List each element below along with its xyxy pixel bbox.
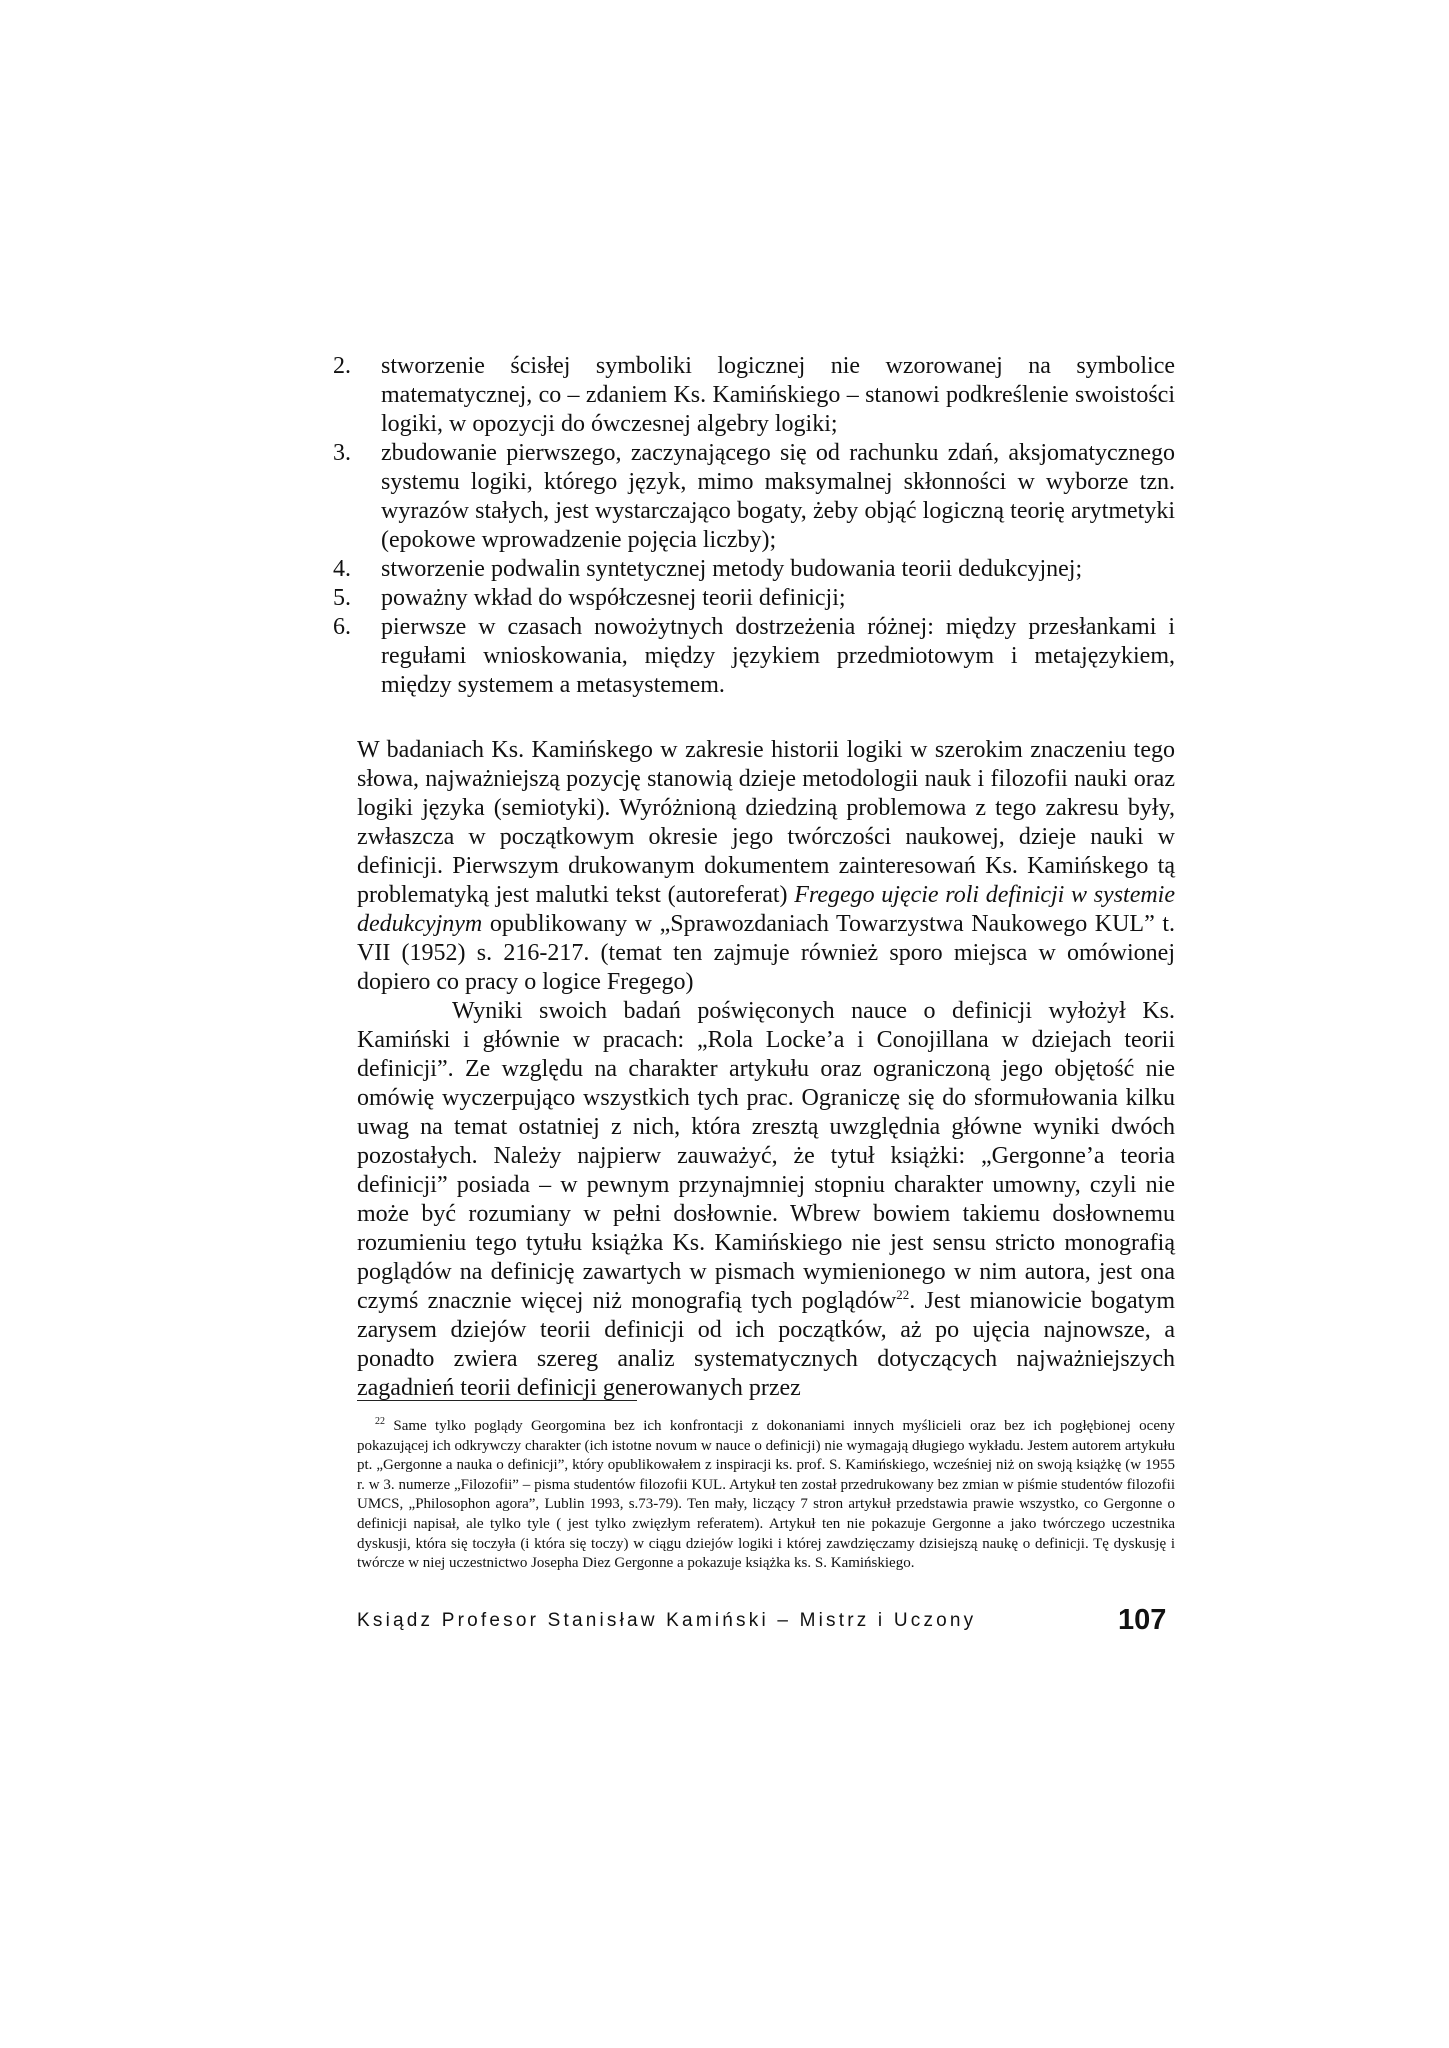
footnote-divider: [357, 1400, 637, 1401]
paragraph-text: . Jest mianowicie bogatym zarysem dziejów teorii definicji od ich początków, aż po ujęcia najnowsze, a ponadto zwiera szereg analiz systematycznych dotyczących najważniejszych zagadnień teorii definicji generowanych przez: [357, 1288, 1175, 1401]
paragraph-text: W badaniach Ks. Kamińskego w zakresie historii logiki w szerokim znaczeniu tego słowa, najważniejszą pozycję stanowią dzieje metodologii nauk i filozofii nauki oraz logiki języka (semiotyki). Wyróżnioną dziedziną problemowa z tego zakresu były, zwłaszcza w początkowym okresie jego twórczości naukowej, dzieje nauki w definicji. Pierwszym drukowanym dokumentem zainteresowań Ks. Kamińskego tą problematyką jest malutki tekst (autoreferat): [357, 737, 1175, 908]
list-item-number: 4.: [333, 556, 351, 582]
paragraph-history-of-logic: [357, 736, 1175, 997]
paragraph-definition-studies: [357, 997, 1175, 1403]
italic-title: Fregego ujęcie roli definicji w systemie dedukcyjnym: [357, 882, 1176, 937]
list-item: [333, 352, 1175, 439]
list-item-number: 5.: [333, 585, 351, 611]
list-item-text: stworzenie podwalin syntetycznej metody budowania teorii dedukcyjnej;: [381, 556, 1083, 582]
list-item-number: 2.: [333, 353, 351, 379]
page-number: 107: [1118, 1604, 1167, 1636]
main-text: [333, 352, 1176, 1403]
list-item-text: stworzenie ścisłej symboliki logicznej nie wzorowanej na symbolice matematycznej, co – zdaniem Ks. Kamińskiego – stanowi podkreślenie swoistości logiki, w opozycji do ówczesnej algebry logiki;: [381, 353, 1175, 437]
footnote: [357, 1417, 1175, 1574]
list-item: [333, 613, 1175, 700]
list-item-text: zbudowanie pierwszego, zaczynającego się od rachunku zdań, aksjomatycznego systemu logiki, którego język, mimo maksymalnej skłonności w wyborze tzn. wyrazów stałych, jest wystarczająco bogaty, żeby objąć logiczną teorię arytmetyki (epokowe wprowadzenie pojęcia liczby);: [381, 440, 1175, 553]
running-footer-title: Ksiądz Profesor Stanisław Kamiński – Mistrz i Uczony: [357, 1610, 977, 1631]
footnote-mark: 22: [375, 1416, 385, 1427]
list-item: [333, 584, 1175, 613]
footnote-reference[interactable]: 22: [896, 1287, 910, 1302]
list-item: [333, 555, 1175, 584]
achievements-list: [333, 352, 1175, 700]
list-item-text: poważny wkład do współczesnej teorii definicji;: [381, 585, 846, 611]
footnote-text: Same tylko poglądy Georgomina bez ich konfrontacji z dokonaniami innych myślicieli oraz bez ich pogłębionej oceny pokazującej ich odkrywczy charakter (ich istotne novum w nauce o definicji) nie wymagają długiego wykładu. Jestem autorem artykułu pt. „Gergonne a nauka o definicji”, który opublikowałem z inspiracji ks. prof. S. Kamińskiego, wcześniej niż on swoją książkę (w 1955 r. w 3. numerze „Filozofii” – pisma studentów filozofii KUL. Artykuł ten został przedrukowany bez zmian w piśmie studentów filozofii UMCS, „Philosophon agora”, Lublin 1993, s.73-79). Ten mały, liczący 7 stron artykuł przedstawia prawie wszystko, co Gergonne o definicji napisał, ale tylko tyle ( jest tylko zwięzłym referatem). Artykuł ten nie pokazuje Gergonne a jako twórczego uczestnika dyskusji, która się toczyła (i która się toczy) w ciągu dziejów logiki i której zawdzięczamy dzisiejszą naukę o definicji. Tę dyskusję i twórcze w niej uczestnictwo Josepha Diez Gergonne a pokazuje książka ks. S. Kamińskiego.: [357, 1418, 1175, 1572]
list-item-number: 6.: [333, 614, 351, 640]
paragraph-text: opublikowany w „Sprawozdaniach Towarzystwa Naukowego KUL” t. VII (1952) s. 216-217. (temat ten zajmuje również sporo miejsca w omówionej dopiero co pracy o logice Fregego): [357, 911, 1175, 995]
list-item-number: 3.: [333, 440, 351, 466]
list-item: [333, 439, 1175, 555]
list-item-text: pierwsze w czasach nowożytnych dostrzeżenia różnej: między przesłankami i regułami wnioskowania, między językiem przedmiotowym i metajęzykiem, między systemem a metasystemem.: [381, 614, 1175, 698]
paragraph-text: Wyniki swoich badań poświęconych nauce o definicji wyłożył Ks. Kamiński i głównie w pracach: „Rola Locke’a i Conojillana w dziejach teorii definicji”. Ze względu na charakter artykułu oraz ograniczoną jego objętość nie omówię wyczerpująco wszystkich tych prac. Ograniczę się do sformułowania kilku uwag na temat ostatniej z nich, która zresztą uwzględnia główne wyniki dwóch pozostałych. Należy najpierw zauważyć, że tytuł książki: „Gergonne’a teoria definicji” posiada – w pewnym przynajmniej stopniu charakter umowny, czyli nie może być rozumiany w pełni dosłownie. Wbrew bowiem takiemu dosłownemu rozumieniu tego tytułu książka Ks. Kamińskiego nie jest sensu stricto monografią poglądów na definicję zawartych w pismach wymienionego w nim autora, jest ona czymś znacznie więcej niż monografią tych poglądów: [357, 998, 1175, 1314]
